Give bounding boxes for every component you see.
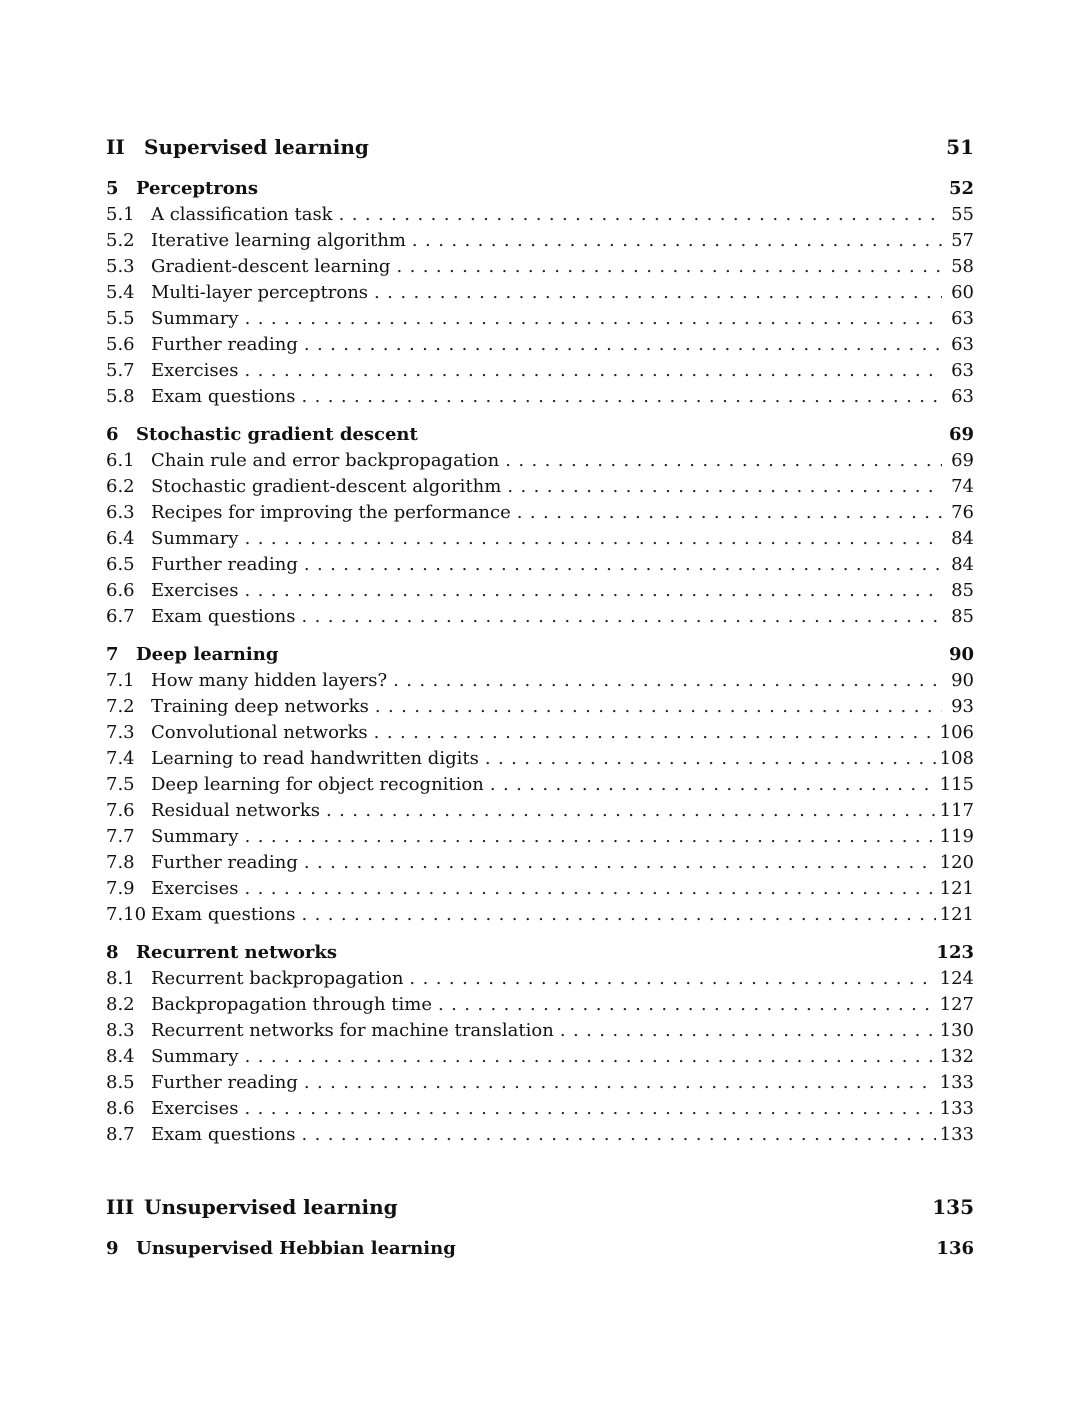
dot-leader <box>409 966 935 992</box>
section-entry <box>106 254 974 280</box>
dot-leader <box>517 500 942 526</box>
section-page-number: 60 <box>951 282 974 303</box>
section-page-number: 63 <box>951 334 974 355</box>
chapter-heading <box>106 176 974 202</box>
section-title: Exam questions <box>151 904 296 925</box>
section-number: 7.6 <box>106 800 135 821</box>
part-number: III <box>106 1195 135 1219</box>
section-page-number: 133 <box>939 1098 974 1119</box>
section-page-number: 63 <box>951 360 974 381</box>
part-page-number: 51 <box>946 135 974 159</box>
section-entry <box>106 306 974 332</box>
section-number: 5.2 <box>106 230 135 251</box>
dot-leader <box>301 604 942 630</box>
section-entry <box>106 992 974 1018</box>
section-page-number: 133 <box>939 1124 974 1145</box>
section-entry <box>106 772 974 798</box>
chapter-page-number: 52 <box>948 178 974 199</box>
dot-leader <box>301 902 935 928</box>
section-number: 7.5 <box>106 774 135 795</box>
section-title: Summary <box>151 826 239 847</box>
chapter-title: Deep learning <box>136 644 279 665</box>
dot-leader <box>301 384 942 410</box>
section-entry <box>106 332 974 358</box>
chapter-page-number: 90 <box>948 644 974 665</box>
chapter-title: Perceptrons <box>136 178 259 199</box>
section-page-number: 115 <box>939 774 974 795</box>
section-entry <box>106 474 974 500</box>
section-title: Gradient-descent learning <box>151 256 391 277</box>
chapter-number: 9 <box>106 1238 119 1259</box>
section-entry <box>106 578 974 604</box>
dot-leader <box>375 694 942 720</box>
section-title: Convolutional networks <box>151 722 368 743</box>
section-number: 6.1 <box>106 450 135 471</box>
dot-leader <box>485 746 936 772</box>
section-title: Recurrent backpropagation <box>151 968 404 989</box>
section-number: 7.2 <box>106 696 135 717</box>
chapter-heading <box>106 642 974 668</box>
chapter-block <box>106 176 974 410</box>
dot-leader <box>412 228 942 254</box>
section-number: 7.8 <box>106 852 135 873</box>
section-title: Exercises <box>151 1098 239 1119</box>
section-title: Further reading <box>151 852 298 873</box>
section-page-number: 93 <box>951 696 974 717</box>
section-number: 6.7 <box>106 606 135 627</box>
chapter-number: 6 <box>106 424 119 445</box>
section-number: 8.5 <box>106 1072 135 1093</box>
section-number: 7.10 <box>106 904 147 925</box>
section-page-number: 106 <box>939 722 974 743</box>
dot-leader <box>245 358 942 384</box>
chapter-block <box>106 1236 974 1262</box>
section-page-number: 74 <box>951 476 974 497</box>
dot-leader <box>304 1070 936 1096</box>
section-page-number: 55 <box>951 204 974 225</box>
chapter-heading <box>106 422 974 448</box>
section-title: Summary <box>151 308 239 329</box>
section-number: 6.3 <box>106 502 135 523</box>
section-entry <box>106 552 974 578</box>
part-title: Unsupervised learning <box>144 1195 398 1219</box>
section-page-number: 90 <box>951 670 974 691</box>
section-page-number: 127 <box>939 994 974 1015</box>
section-number: 7.1 <box>106 670 135 691</box>
section-entry <box>106 902 974 928</box>
section-number: 6.4 <box>106 528 135 549</box>
section-entry <box>106 500 974 526</box>
chapter-number: 8 <box>106 942 119 963</box>
dot-leader <box>438 992 936 1018</box>
section-title: Recurrent networks for machine translation <box>151 1020 554 1041</box>
dot-leader <box>245 526 942 552</box>
dot-leader <box>245 578 942 604</box>
section-entry <box>106 448 974 474</box>
chapter-page-number: 69 <box>948 424 974 445</box>
section-title: Exam questions <box>151 606 296 627</box>
section-title: Chain rule and error backpropagation <box>151 450 500 471</box>
section-entry <box>106 1070 974 1096</box>
section-entry <box>106 694 974 720</box>
section-number: 8.7 <box>106 1124 135 1145</box>
section-title: Further reading <box>151 1072 298 1093</box>
section-title: Recipes for improving the performance <box>151 502 511 523</box>
section-number: 7.4 <box>106 748 135 769</box>
section-entry <box>106 824 974 850</box>
chapter-page-number: 123 <box>936 942 974 963</box>
section-title: Exam questions <box>151 386 296 407</box>
dot-leader <box>304 552 942 578</box>
section-number: 5.3 <box>106 256 135 277</box>
section-title: Deep learning for object recognition <box>151 774 484 795</box>
section-title: Further reading <box>151 334 298 355</box>
chapter-block <box>106 422 974 630</box>
section-title: Learning to read handwritten digits <box>151 748 479 769</box>
section-page-number: 119 <box>939 826 974 847</box>
section-number: 8.4 <box>106 1046 135 1067</box>
dot-leader <box>245 306 942 332</box>
part-gap <box>106 1224 974 1236</box>
dot-leader <box>339 202 942 228</box>
section-page-number: 63 <box>951 308 974 329</box>
section-page-number: 85 <box>951 606 974 627</box>
section-number: 5.1 <box>106 204 135 225</box>
section-title: Residual networks <box>151 800 320 821</box>
section-entry <box>106 358 974 384</box>
section-entry <box>106 526 974 552</box>
section-entry <box>106 1122 974 1148</box>
section-number: 5.5 <box>106 308 135 329</box>
section-title: Summary <box>151 1046 239 1067</box>
section-title: Further reading <box>151 554 298 575</box>
section-number: 8.6 <box>106 1098 135 1119</box>
section-number: 7.3 <box>106 722 135 743</box>
part-number: II <box>106 135 125 159</box>
section-entry <box>106 1018 974 1044</box>
section-number: 5.8 <box>106 386 135 407</box>
chapter-label <box>106 940 337 966</box>
section-title: Exercises <box>151 878 239 899</box>
section-number: 8.3 <box>106 1020 135 1041</box>
section-number: 6.2 <box>106 476 135 497</box>
section-entry <box>106 746 974 772</box>
section-page-number: 84 <box>951 554 974 575</box>
section-number: 7.9 <box>106 878 135 899</box>
chapter-heading <box>106 1236 974 1262</box>
section-number: 5.4 <box>106 282 135 303</box>
section-page-number: 132 <box>939 1046 974 1067</box>
chapter-number: 5 <box>106 178 119 199</box>
dot-leader <box>304 332 942 358</box>
section-number: 5.6 <box>106 334 135 355</box>
dot-leader <box>490 772 936 798</box>
section-title: Multi-layer perceptrons <box>151 282 369 303</box>
part-gap <box>106 164 974 176</box>
section-number: 8.2 <box>106 994 135 1015</box>
section-page-number: 121 <box>939 904 974 925</box>
part-heading <box>106 130 974 164</box>
section-number: 6.5 <box>106 554 135 575</box>
section-entry <box>106 280 974 306</box>
section-title: Exercises <box>151 580 239 601</box>
section-entry <box>106 668 974 694</box>
section-page-number: 57 <box>951 230 974 251</box>
chapter-block <box>106 642 974 928</box>
dot-leader <box>393 668 942 694</box>
section-page-number: 108 <box>939 748 974 769</box>
dot-leader <box>374 720 936 746</box>
part-label <box>106 1190 398 1224</box>
section-title: A classification task <box>151 204 333 225</box>
section-title: Exercises <box>151 360 239 381</box>
dot-leader <box>245 1044 936 1070</box>
chapter-page-number: 136 <box>936 1238 974 1259</box>
table-of-contents <box>106 130 974 1274</box>
dot-leader <box>326 798 936 824</box>
section-entry <box>106 384 974 410</box>
section-entry <box>106 966 974 992</box>
part-page-number: 135 <box>932 1195 974 1219</box>
section-page-number: 117 <box>939 800 974 821</box>
chapter-number: 7 <box>106 644 119 665</box>
section-entry <box>106 798 974 824</box>
dot-leader <box>245 824 936 850</box>
section-title: How many hidden layers? <box>151 670 388 691</box>
section-number: 8.1 <box>106 968 135 989</box>
section-entry <box>106 1096 974 1122</box>
section-title: Stochastic gradient-descent algorithm <box>151 476 502 497</box>
section-page-number: 76 <box>951 502 974 523</box>
section-entry <box>106 876 974 902</box>
section-page-number: 121 <box>939 878 974 899</box>
section-entry <box>106 720 974 746</box>
section-page-number: 85 <box>951 580 974 601</box>
section-title: Iterative learning algorithm <box>151 230 406 251</box>
chapter-heading <box>106 940 974 966</box>
chapter-block <box>106 940 974 1148</box>
part-label <box>106 130 369 164</box>
section-number: 5.7 <box>106 360 135 381</box>
section-title: Backpropagation through time <box>151 994 432 1015</box>
part-heading <box>106 1190 974 1224</box>
dot-leader <box>374 280 942 306</box>
section-number: 7.7 <box>106 826 135 847</box>
section-page-number: 133 <box>939 1072 974 1093</box>
chapter-label <box>106 422 418 448</box>
dot-leader <box>301 1122 935 1148</box>
part-spacer <box>106 1160 974 1190</box>
dot-leader <box>396 254 942 280</box>
section-entry <box>106 1044 974 1070</box>
section-page-number: 58 <box>951 256 974 277</box>
dot-leader <box>507 474 942 500</box>
section-page-number: 124 <box>939 968 974 989</box>
section-entry <box>106 604 974 630</box>
chapter-title: Recurrent networks <box>136 942 337 963</box>
section-page-number: 63 <box>951 386 974 407</box>
dot-leader <box>560 1018 936 1044</box>
section-title: Exam questions <box>151 1124 296 1145</box>
section-entry <box>106 202 974 228</box>
dot-leader <box>245 1096 936 1122</box>
part-title: Supervised learning <box>144 135 369 159</box>
section-title: Training deep networks <box>151 696 369 717</box>
section-title: Summary <box>151 528 239 549</box>
chapter-label <box>106 1236 456 1262</box>
chapter-label <box>106 176 258 202</box>
section-page-number: 120 <box>939 852 974 873</box>
dot-leader <box>245 876 936 902</box>
chapter-title: Stochastic gradient descent <box>136 424 418 445</box>
dot-leader <box>304 850 936 876</box>
dot-leader <box>505 448 942 474</box>
section-page-number: 84 <box>951 528 974 549</box>
chapter-title: Unsupervised Hebbian learning <box>136 1238 456 1259</box>
section-entry <box>106 228 974 254</box>
chapter-label <box>106 642 278 668</box>
section-page-number: 130 <box>939 1020 974 1041</box>
section-number: 6.6 <box>106 580 135 601</box>
section-page-number: 69 <box>951 450 974 471</box>
section-entry <box>106 850 974 876</box>
